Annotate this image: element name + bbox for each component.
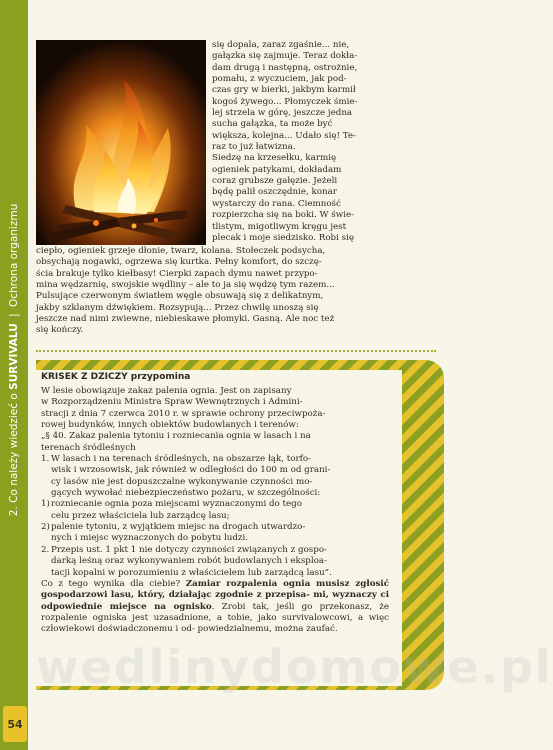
text-line: wisk i wrzosowisk, jak również w odległości do 100 m od grani- [51,465,331,476]
closing-text: Co z tego wynika dla ciebie? [41,578,186,589]
text-line: w Rozporządzeniu Ministra Spraw Wewnętrznych i Admini- [41,397,303,408]
text-line: Siedzę na krzesełku, karmię [212,153,337,164]
text-line: coraz grubsze gałęzie. Jeżeli [212,176,338,187]
list-number: 1. [41,454,50,465]
text-line: ogieniek patykami, dokładam [212,164,342,175]
text-line: dam drugą i następną, ostrożnie, [212,62,358,73]
chapter-sidebar [0,0,28,750]
text-line: „§ 40. Zakaz palenia tytoniu i rozniecania ognia w lasach i na [41,431,311,442]
text-line: tacji kopalni w porozumieniu z właścicielem lub zarządcą lasu”. [51,567,332,578]
list-item [41,545,389,579]
text-line: raz to już łatwizna. [212,142,296,153]
info-box-text [41,386,389,636]
text-line: W lesie obowiązuje zakaz palenia ognia. Jest on zapisany [41,386,292,396]
chapter-label: 2. Co należy wiedzieć o [8,393,20,517]
info-box-heading: KRISEK Z DZICZY przypomina [41,372,191,382]
text-line: tlistym, migotliwym kręgu jest [212,221,347,232]
text-line: gałązka się zajmuje. Teraz dokła- [212,51,358,62]
text-line: wystarczy do rana. Ciemność [212,198,341,209]
list-item [41,454,389,499]
text-line: cy lasów nie jest dopuszczalne wykonywanie czynności mo- [51,476,313,487]
closing-paragraph [41,579,389,636]
text-line: terenach śródleśnych [41,442,136,453]
info-box-content [28,370,402,686]
text-line: czas gry w bierki, jakbym karmił [212,85,356,96]
list-number: 1) [41,499,50,510]
text-line: większa, kolejna... Udało się! Te- [212,130,356,141]
page-number: 54 [3,706,27,742]
closing-emphasis: Zamiar rozpalenia ognia musisz zgłosić gospodarzowi lasu, który, działając zgodnie z przepisa- mi, wyznaczy ci odpowiednie miejsce na ognisko [41,578,389,612]
campfire-photo [36,40,206,245]
text-line: Pulsujące czerwonym światłem węgle obsuwają się z delikatnym, [36,291,324,302]
text-line: rozniecanie ognia poza miejscami wyznaczonymi do tego [51,499,302,510]
text-line: obsychają nogawki, ogrzewa się kurtka. Pełny komfort, do szczę- [36,257,322,268]
chapter-label-strong: SURVIVALU [8,323,20,390]
section-divider [36,350,436,352]
text-line: będę palił oszczędnie, konar [212,187,337,198]
text-line: kogoś żywego... Płomyczek śmie- [212,96,358,107]
text-line: stracji z dnia 7 czerwca 2010 r. w sprawie ochrony przeciwpoża- [41,408,326,419]
list-item [41,499,389,522]
chapter-separator: | [8,313,20,317]
text-line: rozpierzcha się na boki. W świe- [212,210,355,221]
text-line: jeszcze nad nimi zwiewne, niebieskawe płomyki. Gasną. Ale noc też [36,314,335,325]
story-text-right [212,40,436,244]
text-line: W lasach i na terenach śródleśnych, na obszarze łąk, torfo- [51,454,311,465]
text-line: Przepis ust. 1 pkt 1 nie dotyczy czynności związanych z gospo- [51,544,327,555]
text-line: się kończy. [36,325,84,336]
text-line: mina wędzarnię, swojskie wędliny – ale to ja się wędzę tym razem... [36,280,335,291]
text-line: darką leśną oraz wykonywaniem robót budowlanych i eksploa- [51,556,327,567]
text-line: rowej budynków, innych obiektów budowlanych i terenów: [41,420,299,431]
list-number: 2. [41,544,50,555]
list-item [41,522,389,545]
text-line: palenie tytoniu, z wyjątkiem miejsc na drogach utwardzo- [51,522,306,533]
text-line: plecak i moje siedzisko. Robi się [212,232,355,243]
closing-text: . Zrobi tak, jeśli go przekonasz, że rozpalenie ogniska jest uzasadnione, a tobie, jako survivalowcowi, a więc człowiekowi doświadczonemu i od- powiedzialnemu, można zaufać. [41,601,389,635]
list-number: 2) [41,522,50,533]
chapter-title [8,204,20,516]
text-line: nych i miejsc wyznaczonych do pobytu ludzi. [51,533,249,544]
story-text-full [36,246,436,337]
text-line: celu przez właściciela lub zarządcę lasu; [51,510,230,521]
campfire-image [36,40,206,245]
text-line: ciepło, ogieniek grzeje dłonie, twarz, kolana. Stołeczek podsycha, [36,246,326,256]
text-line: sucha gałązka, ta może być [212,119,333,130]
text-line: jakby szklanym dźwiękiem. Rozsypują... Przez chwilę unoszą się [36,302,319,313]
text-line: się dopala, zaraz zgaśnie... nie, [212,40,350,50]
text-line: ścia brakuje tylko kiełbasy! Cierpki zapach dymu nawet przypo- [36,268,318,279]
text-line: pomału, z wyczuciem, jak pod- [212,74,347,85]
text-line: gących wywołać niebezpieczeństwo pożaru, w szczególności: [51,488,321,499]
watermark: wedlinydomowe.pl [36,640,553,694]
section-label: Ochrona organizmu [8,203,20,308]
text-line: lej strzela w górę, jeszcze jedna [212,108,353,119]
